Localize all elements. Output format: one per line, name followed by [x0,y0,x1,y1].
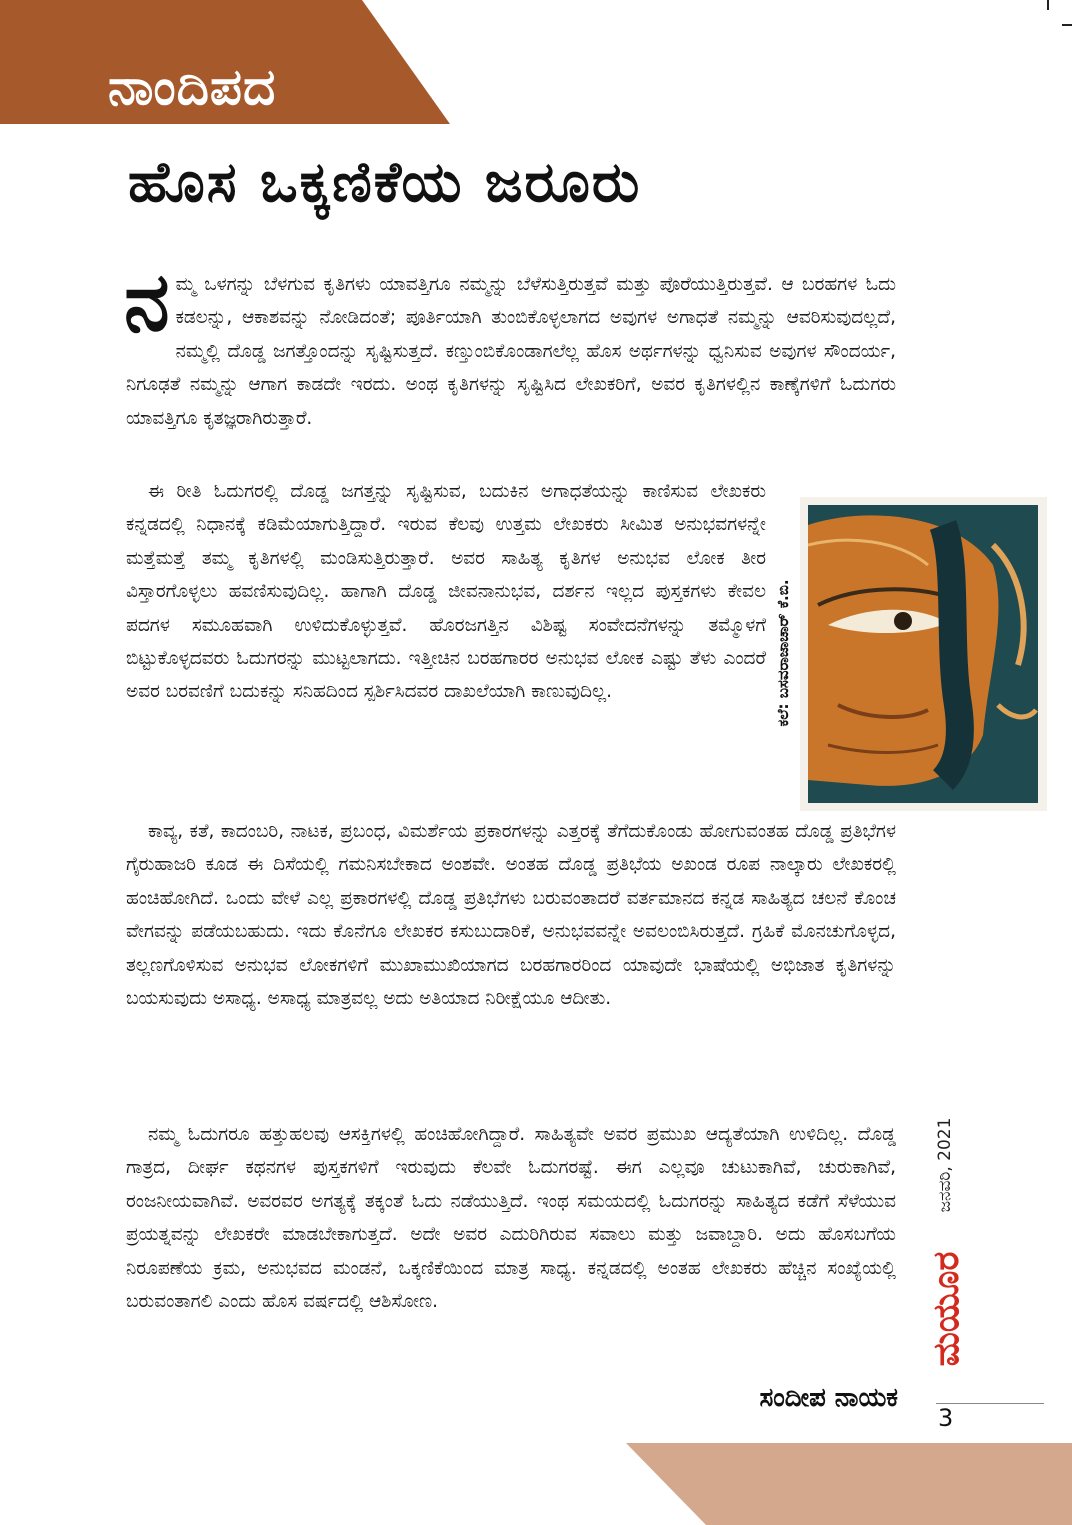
paragraph-1 [124,255,896,435]
paragraph-2: ಈ ರೀತಿ ಓದುಗರಲ್ಲಿ ದೊಡ್ಡ ಜಗತ್ತನ್ನು ಸೃಷ್ಟಿಸುವ, ಬದುಕಿನ ಅಗಾಧತೆಯನ್ನು ಕಾಣಿಸುವ ಲೇಖಕರು ಕನ್ನಡದಲ್ಲಿ ನಿಧಾನಕ್ಕೆ ಕಡಿಮೆಯಾಗುತ್ತಿದ್ದಾರೆ. ಇರುವ ಕೆಲವು ಉತ್ತಮ ಲೇಖಕರು ಸೀಮಿತ ಅನುಭವಗಳನ್ನೇ ಮತ್ತೆಮತ್ತೆ ತಮ್ಮ ಕೃತಿಗಳಲ್ಲಿ ಮಂಡಿಸುತ್ತಿರುತ್ತಾರೆ. ಅವರ ಸಾಹಿತ್ಯ ಕೃತಿಗಳ ಅನುಭವ ಲೋಕ ತೀರ ವಿಸ್ತಾರಗೊಳ್ಳಲು ಹವಣಿಸುವುದಿಲ್ಲ. ಹಾಗಾಗಿ ದೊಡ್ಡ ಜೀವನಾನುಭವ, ದರ್ಶನ ಇಲ್ಲದ ಪುಸ್ತಕಗಳು ಕೇವಲ ಪದಗಳ ಸಮೂಹವಾಗಿ ಉಳಿದುಕೊಳ್ಳುತ್ತವೆ. ಹೊರಜಗತ್ತಿನ ವಿಶಿಷ್ಟ ಸಂವೇದನೆಗಳನ್ನು ತಮ್ಮೊಳಗೆ ಬಿಟ್ಟುಕೊಳ್ಳದವರು ಓದುಗರನ್ನು ಮುಟ್ಟಲಾಗದು. ಇತ್ತೀಚಿನ ಬರಹಗಾರರ ಅನುಭವ ಲೋಕ ಎಷ್ಟು ತೆಳು ಎಂದರೆ ಅವರ ಬರವಣಿಗೆ ಬದುಕನ್ನು ಸನಿಹದಿಂದ ಸ್ಪರ್ಶಿಸಿದವರ ದಾಖಲೆಯಾಗಿ ಕಾಣುವುದಿಲ್ಲ. [126,481,766,703]
paragraph-3: ಕಾವ್ಯ, ಕತೆ, ಕಾದಂಬರಿ, ನಾಟಕ, ಪ್ರಬಂಧ, ವಿಮರ್ಶೆಯ ಪ್ರಕಾರಗಳನ್ನು ಎತ್ತರಕ್ಕೆ ತೆಗೆದುಕೊಂಡು ಹೋಗುವಂತಹ ದೊಡ್ಡ ಪ್ರತಿಭೆಗಳ ಗೈರುಹಾಜರಿ ಕೂಡ ಈ ದಿಸೆಯಲ್ಲಿ ಗಮನಿಸಬೇಕಾದ ಅಂಶವೇ. ಅಂತಹ ದೊಡ್ಡ ಪ್ರತಿಭೆಯ ಅಖಂಡ ರೂಪ ನಾಲ್ಕಾರು ಲೇಖಕರಲ್ಲಿ ಹಂಚಿಹೋಗಿದೆ. ಒಂದು ವೇಳೆ ಎಲ್ಲ ಪ್ರಕಾರಗಳಲ್ಲಿ ದೊಡ್ಡ ಪ್ರತಿಭೆಗಳು ಬರುವಂತಾದರೆ ವರ್ತಮಾನದ ಕನ್ನಡ ಸಾಹಿತ್ಯದ ಚಲನೆ ಕೊಂಚ ವೇಗವನ್ನು ಪಡೆಯಬಹುದು. ಇದು ಕೊನೆಗೂ ಲೇಖಕರ ಕಸುಬುದಾರಿಕೆ, ಅನುಭವವನ್ನೇ ಅವಲಂಬಿಸಿರುತ್ತದೆ. ಗ್ರಹಿಕೆ ಮೊನಚುಗೊಳ್ಳದ, ತಲ್ಲಣಗೊಳಿಸುವ ಅನುಭವ ಲೋಕಗಳಿಗೆ ಮುಖಾಮುಖಿಯಾಗದ ಬರಹಗಾರರಿಂದ ಯಾವುದೇ ಭಾಷೆಯಲ್ಲಿ ಅಭಿಜಾತ ಕೃತಿಗಳನ್ನು ಬಯಸುವುದು ಅಸಾಧ್ಯ. ಅಸಾಧ್ಯ ಮಾತ್ರವಲ್ಲ ಅದು ಅತಿಯಾದ ನಿರೀಕ್ಷೆಯೂ ಆದೀತು. [126,821,896,1010]
artwork-face-illustration [808,505,1038,803]
crop-mark [1062,24,1072,26]
image-credit [766,495,800,810]
footer-band [626,1443,1072,1525]
issue-date-text: ಜನವರಿ, 2021 [935,1117,955,1213]
artwork-frame [808,505,1038,803]
paragraph-4: ನಮ್ಮ ಓದುಗರೂ ಹತ್ತುಹಲವು ಆಸಕ್ತಿಗಳಲ್ಲಿ ಹಂಚಿಹೋಗಿದ್ದಾರೆ. ಸಾಹಿತ್ಯವೇ ಅವರ ಪ್ರಮುಖ ಆದ್ಯತೆಯಾಗಿ ಉಳಿದಿಲ್ಲ. ದೊಡ್ಡ ಗಾತ್ರದ, ದೀರ್ಘ ಕಥನಗಳ ಪುಸ್ತಕಗಳಿಗೆ ಇರುವುದು ಕೆಲವೇ ಓದುಗರಷ್ಟೆ. ಈಗ ಎಲ್ಲವೂ ಚುಟುಕಾಗಿವೆ, ಚುರುಕಾಗಿವೆ, ರಂಜನೀಯವಾಗಿವೆ. ಅವರವರ ಅಗತ್ಯಕ್ಕೆ ತಕ್ಕಂತೆ ಓದು ನಡೆಯುತ್ತಿದೆ. ಇಂಥ ಸಮಯದಲ್ಲಿ ಓದುಗರನ್ನು ಸಾಹಿತ್ಯದ ಕಡೆಗೆ ಸೆಳೆಯುವ ಪ್ರಯತ್ನವನ್ನು ಲೇಖಕರೇ ಮಾಡಬೇಕಾಗುತ್ತದೆ. ಅದೇ ಅವರ ಎದುರಿಗಿರುವ ಸವಾಲು ಮತ್ತು ಜವಾಬ್ದಾರಿ. ಅದು ಹೊಸಬಗೆಯ ನಿರೂಪಣೆಯ ಕ್ರಮ, ಅನುಭವದ ಮಂಡನೆ, ಒಕ್ಕಣಿಕೆಯಿಂದ ಮಾತ್ರ ಸಾಧ್ಯ. ಕನ್ನಡದಲ್ಲಿ ಅಂತಹ ಲೇಖಕರು ಹೆಚ್ಚಿನ ಸಂಖ್ಯೆಯಲ್ಲಿ ಬರುವಂತಾಗಲಿ ಎಂದು ಹೊಸ ವರ್ಷದಲ್ಲಿ ಆಶಿಸೋಣ. [126,1124,896,1313]
magazine-logo-text: ಮಯೂರ [926,1251,967,1367]
image-credit-text: ಕಲೆ: ಬಸವರಾಜಾಚಾರ್ ಕೆ.ಬಿ. [774,578,792,727]
issue-date [920,1100,970,1230]
crop-mark [1047,0,1049,10]
paragraph-1-text: ಮ್ಮ ಒಳಗನ್ನು ಬೆಳಗುವ ಕೃತಿಗಳು ಯಾವತ್ತಿಗೂ ನಮ್ಮನ್ನು ಬೆಳೆಸುತ್ತಿರುತ್ತವೆ ಮತ್ತು ಪೊರೆಯುತ್ತಿರುತ್ತವೆ. ಆ ಬರಹಗಳ ಓದು ಕಡಲನ್ನು, ಆಕಾಶವನ್ನು ನೋಡಿದಂತೆ; ಪೂರ್ತಿಯಾಗಿ ತುಂಬಿಕೊಳ್ಳಲಾಗದ ಅವುಗಳ ಅಗಾಧತೆ ನಮ್ಮನ್ನು ಆವರಿಸುವುದಲ್ಲದೆ, ನಮ್ಮಲ್ಲಿ ದೊಡ್ಡ ಜಗತ್ತೊಂದನ್ನು ಸೃಷ್ಟಿಸುತ್ತದೆ. ಕಣ್ತುಂಬಿಕೊಂಡಾಗಲೆಲ್ಲ ಹೊಸ ಅರ್ಥಗಳನ್ನು ಧ್ವನಿಸುವ ಅವುಗಳ ಸೌಂದರ್ಯ, ನಿಗೂಢತೆ ನಮ್ಮನ್ನು ಆಗಾಗ ಕಾಡದೇ ಇರದು. ಅಂಥ ಕೃತಿಗಳನ್ನು ಸೃಷ್ಟಿಸಿದ ಲೇಖಕರಿಗೆ, ಅವರ ಕೃತಿಗಳಲ್ಲಿನ ಕಾಣ್ಕೆಗಳಿಗೆ ಓದುಗರು ಯಾವತ್ತಿಗೂ ಕೃತಜ್ಞರಾಗಿರುತ್ತಾರೆ. [126,274,896,429]
magazine-logo [918,1244,976,1374]
author-signature: ಸಂದೀಪ ನಾಯಕ [759,1383,898,1413]
page-number: 3 [938,1404,954,1432]
article-headline: ಹೊಸ ಒಕ್ಕಣಿಕೆಯ ಜರೂರು [128,150,642,215]
drop-cap: ನ [124,255,170,350]
artwork-image [800,497,1047,811]
section-label: ನಾಂದಿಪದ [108,58,277,116]
